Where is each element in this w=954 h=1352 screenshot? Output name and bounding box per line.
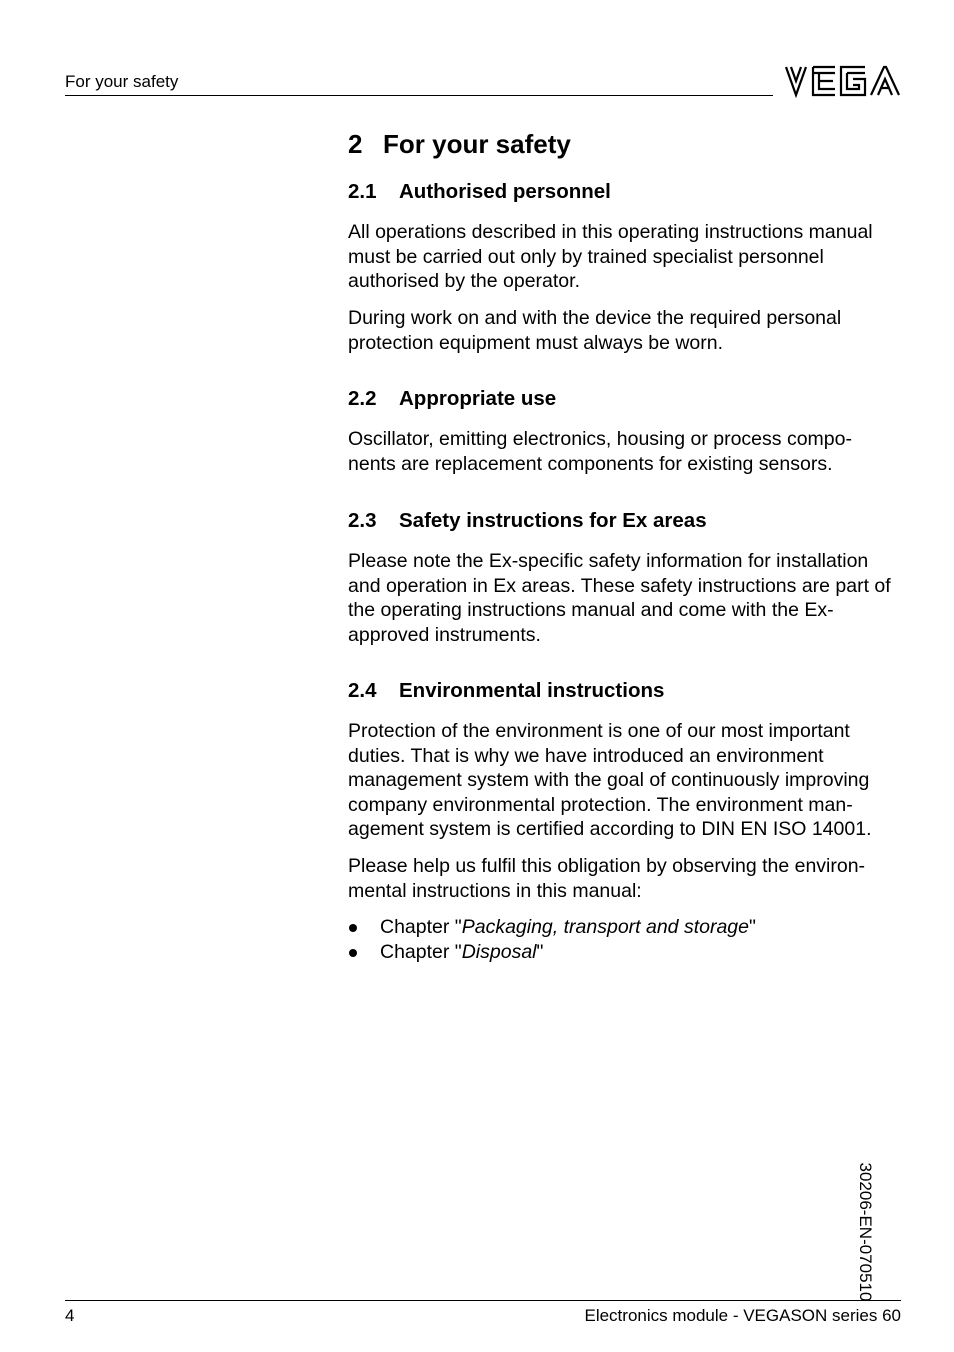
paragraph <box>348 854 908 903</box>
text-line: agement system is certified according to DIN EN ISO 14001. <box>348 818 872 841</box>
text-line: the operating instructions manual and come with the Ex- <box>348 599 834 622</box>
text-line: mental instructions in this manual: <box>348 879 642 902</box>
vega-logo <box>783 64 901 98</box>
list-item <box>348 940 756 965</box>
chapter-number: 2 <box>348 129 363 159</box>
chapter-heading <box>348 129 571 160</box>
bullet-prefix: Chapter " <box>380 916 462 938</box>
section-title: Appropriate use <box>399 387 557 410</box>
bullet-dot-icon <box>349 949 357 957</box>
text-line: Oscillator, emitting electronics, housing or process compo- <box>348 428 852 450</box>
paragraph <box>348 549 908 647</box>
footer-rule <box>65 1300 901 1301</box>
section-number: 2.4 <box>348 679 377 702</box>
header-section-title: For your safety <box>65 72 179 91</box>
text-line: must be carried out only by trained specialist personnel <box>348 245 824 268</box>
bullet-suffix: " <box>748 916 756 938</box>
section-title: Authorised personnel <box>399 180 611 203</box>
paragraph <box>348 427 908 476</box>
section-number: 2.3 <box>348 509 377 532</box>
footer-document-title: Electronics module - VEGASON series 60 <box>584 1306 901 1325</box>
text-line: During work on and with the device the required personal <box>348 307 842 329</box>
document-code: 30206-EN-070510 <box>856 1162 875 1302</box>
section-number: 2.1 <box>348 180 377 203</box>
text-line: duties. That is why we have introduced an environment <box>348 744 824 767</box>
text-line: Protection of the environment is one of our most important <box>348 720 850 742</box>
section-heading-appropriate-use <box>348 387 556 411</box>
section-heading-environmental-instructions <box>348 679 664 703</box>
text-line: management system with the goal of continuously improving <box>348 769 870 792</box>
text-line: and operation in Ex areas. These safety instructions are part of <box>348 574 891 597</box>
chapter-reference: Packaging, transport and storage <box>461 916 749 938</box>
paragraph <box>348 306 908 355</box>
text-line: nents are replacement components for existing sensors. <box>348 452 833 475</box>
section-title: Safety instructions for Ex areas <box>399 509 707 532</box>
paragraph <box>348 719 908 842</box>
chapter-title: For your safety <box>383 129 571 159</box>
text-line: protection equipment must always be worn. <box>348 331 724 354</box>
bullet-list <box>348 915 756 964</box>
bullet-suffix: " <box>536 940 544 963</box>
text-line: All operations described in this operating instructions manual <box>348 221 873 243</box>
text-line: approved instruments. <box>348 623 541 646</box>
chapter-reference: Disposal <box>461 940 537 963</box>
text-line: Please note the Ex-specific safety information for installation <box>348 550 869 572</box>
section-heading-ex-areas <box>348 509 707 533</box>
page-number: 4 <box>65 1306 75 1325</box>
text-line: company environmental protection. The environment man- <box>348 793 853 816</box>
text-line: Please help us fulfil this obligation by observing the environ- <box>348 855 866 877</box>
header-rule <box>65 95 773 96</box>
section-heading-authorised-personnel <box>348 180 611 204</box>
list-item <box>348 915 756 940</box>
text-line: authorised by the operator. <box>348 270 580 293</box>
section-number: 2.2 <box>348 387 377 410</box>
bullet-dot-icon <box>349 924 357 932</box>
section-title: Environmental instructions <box>399 679 665 702</box>
paragraph <box>348 220 908 294</box>
bullet-prefix: Chapter " <box>380 940 462 963</box>
